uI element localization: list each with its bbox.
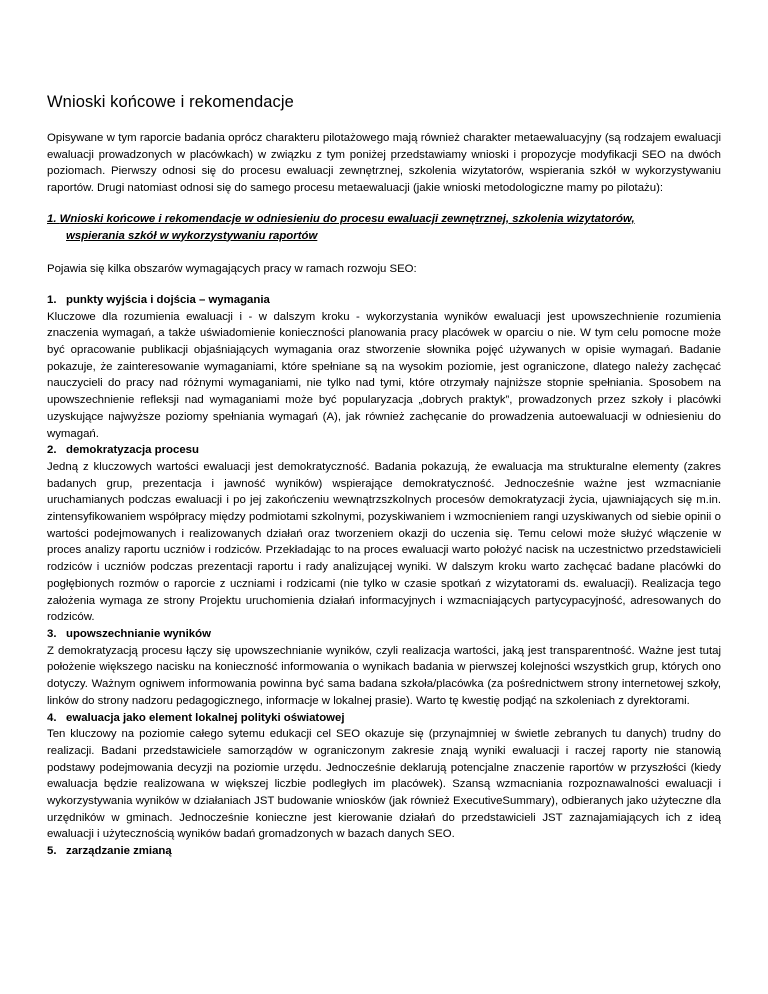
list-item [47, 843, 721, 860]
intro-paragraph: Opisywane w tym raporcie badania oprócz charakteru pilotażowego mają również charakter metaewaluacyjny (są rodzajem ewaluacji ewaluacji prowadzonych w placówkach) w związku z tym poniżej przedstawiamy wnioski i propozycje modyfikacji SEO na dwóch poziomach. Pierwszy odnosi się do procesu ewaluacji zewnętrznej, szkolenia wizytatorów, wspierania szkół w wykorzystywaniu raportów. Drugi natomiast odnosi się do samego procesu metaewaluacji (jakie wnioski metodologiczne mamy po pilotażu): [47, 132, 721, 195]
item-title [47, 442, 721, 459]
item-title-text: zarządzanie zmianą [66, 845, 172, 858]
item-number: 5. [47, 845, 57, 858]
list-item [47, 292, 721, 442]
item-title [47, 292, 721, 309]
item-body: Ten kluczowy na poziomie całego sytemu edukacji cel SEO okazuje się (przynajmniej w świetle zebranych tu danych) trudny do realizacji. Badani przedstawiciele samorządów w ograniczonym zakresie znają wyniki ewaluacji i raczej raporty nie stanowią podstawy podejmowania decyzji na poziomie urzędu. Jednocześnie deklarują potencjalne znaczenie raportów w przyszłości (kiedy ewaluacja będzie realizowana w większej liczbie podległych im placówek). Szansą wzmacniania rozpoznawalności ewaluacji i wykorzystywania wyników w działaniach JST budowanie wniosków (jak również ExecutiveSummary), odbieranych jako użyteczne dla urzędników w gminach. Jednocześnie konieczne jest kierowanie działań do przedstawicieli JST zaznajamiających ich z ideą ewaluacji i użytecznością wyników badań gromadzonych w bazach danych SEO. [47, 728, 721, 841]
item-title-text: demokratyzacja procesu [66, 444, 199, 457]
section-heading-line1: Wnioski końcowe i rekomendacje w odniesieniu do procesu ewaluacji zewnętrznej, szkolenia wizytatorów, [59, 212, 635, 225]
item-number: 2. [47, 444, 57, 457]
section-number: 1. [47, 212, 57, 225]
item-body: Z demokratyzacją procesu łączy się upowszechnianie wyników, czyli realizacja wartości, jaką jest transparentność. Ważne jest tutaj położenie większego nacisku na konieczność informowania o wynikach badania w pierwszej kolejności wszystkich grup, których ono dotyczy. Ważnym ogniwem informowania powinna być sama badana szkoła/placówka (za pośrednictwem strony internetowej szkoły, linków do strony nadzoru pedagogicznego, informacje w lokalnej prasie). Warto tę kwestię podjąć na szkoleniach z dyrektorami. [47, 644, 721, 707]
item-title [47, 710, 721, 727]
item-title-text: upowszechnianie wyników [66, 627, 211, 640]
item-list [47, 292, 721, 860]
item-body: Kluczowe dla rozumienia ewaluacji i - w dalszym kroku - wykorzystania wyników ewaluacji jest upowszechnienie rozumienia znaczenia wymagań, a także uświadomienie konieczności planowania pracy placówek w oparciu o nie. W tym celu pomocne może być opracowanie publikacji objaśniających wymagania oraz stworzenie słownika pojęć używanych w opisie wymagań. Badanie pokazuje, że zainteresowanie wymaganiami, które spełniane są na wysokim poziomie, jest ograniczone, dlatego należy zachęcać nauczycieli do pracy nad różnymi wymaganiami, nie tylko nad tymi, które otrzymały najniższe stopnie spełniania. Sposobem na upowszechnienie refleksji nad wymaganiami może być popularyzacja „dobrych praktyk”, prowadzonych przez szkoły i placówki uzyskujące najwyższe poziomy spełniania wymagań (A), jak również zachęcanie do prowadzenia autoewaluacji w odniesieniu do wymagań. [47, 310, 721, 440]
item-number: 3. [47, 627, 57, 640]
item-number: 4. [47, 711, 57, 724]
item-body: Jedną z kluczowych wartości ewaluacji jest demokratyczność. Badania pokazują, że ewaluacja ma strukturalne elementy (zakres badanych grup, prezentacja i jawność wyników) wspierające demokratyczność. Jednocześnie ważne jest wzmacnianie uruchamianych podczas ewaluacji i po jej zakończeniu wewnątrzszkolnych procesów demokratyzacji życia, ujawniających się m.in. zintensyfikowaniem współpracy między podmiotami szkolnymi, pozyskiwaniem i wzmocnieniem rangi uzyskiwanych od siebie opinii o wartości podejmowanych i realizowanych działań oraz tworzeniem okazji do uczenia się. Temu celowi może służyć włączenie w proces analizy raportu uczniów i rodziców. Przekładając to na proces ewaluacji warto położyć nacisk na uczestnictwo przedstawicieli rodziców i uczniów podczas prezentacji raportu i rady analizującej wyniki. W dalszym kroku warto zachęcać badane placówki do pogłębionych rozmów o raporcie z uczniami i rodzicami (nie tylko w czasie spotkań z wizytatorami ds. ewaluacji). Realizacja tego założenia wymaga ze strony Projektu uruchomienia działań informacyjnych i wzmacniających partycypacyjność, adresowanych do rodziców. [47, 460, 721, 624]
lead-paragraph: Pojawia się kilka obszarów wymagających pracy w ramach rozwoju SEO: [47, 263, 417, 276]
item-number: 1. [47, 293, 57, 306]
section-heading [47, 211, 721, 244]
list-item [47, 442, 721, 626]
item-title-text: punkty wyjścia i dojścia – wymagania [66, 293, 270, 306]
item-title [47, 626, 721, 643]
list-item [47, 710, 721, 844]
item-title [47, 843, 721, 860]
list-item [47, 626, 721, 710]
section-heading-line2: wspierania szkół w wykorzystywaniu raportów [66, 229, 318, 242]
page-title: Wnioski końcowe i rekomendacje [47, 93, 294, 111]
item-title-text: ewaluacja jako element lokalnej polityki oświatowej [66, 711, 345, 724]
